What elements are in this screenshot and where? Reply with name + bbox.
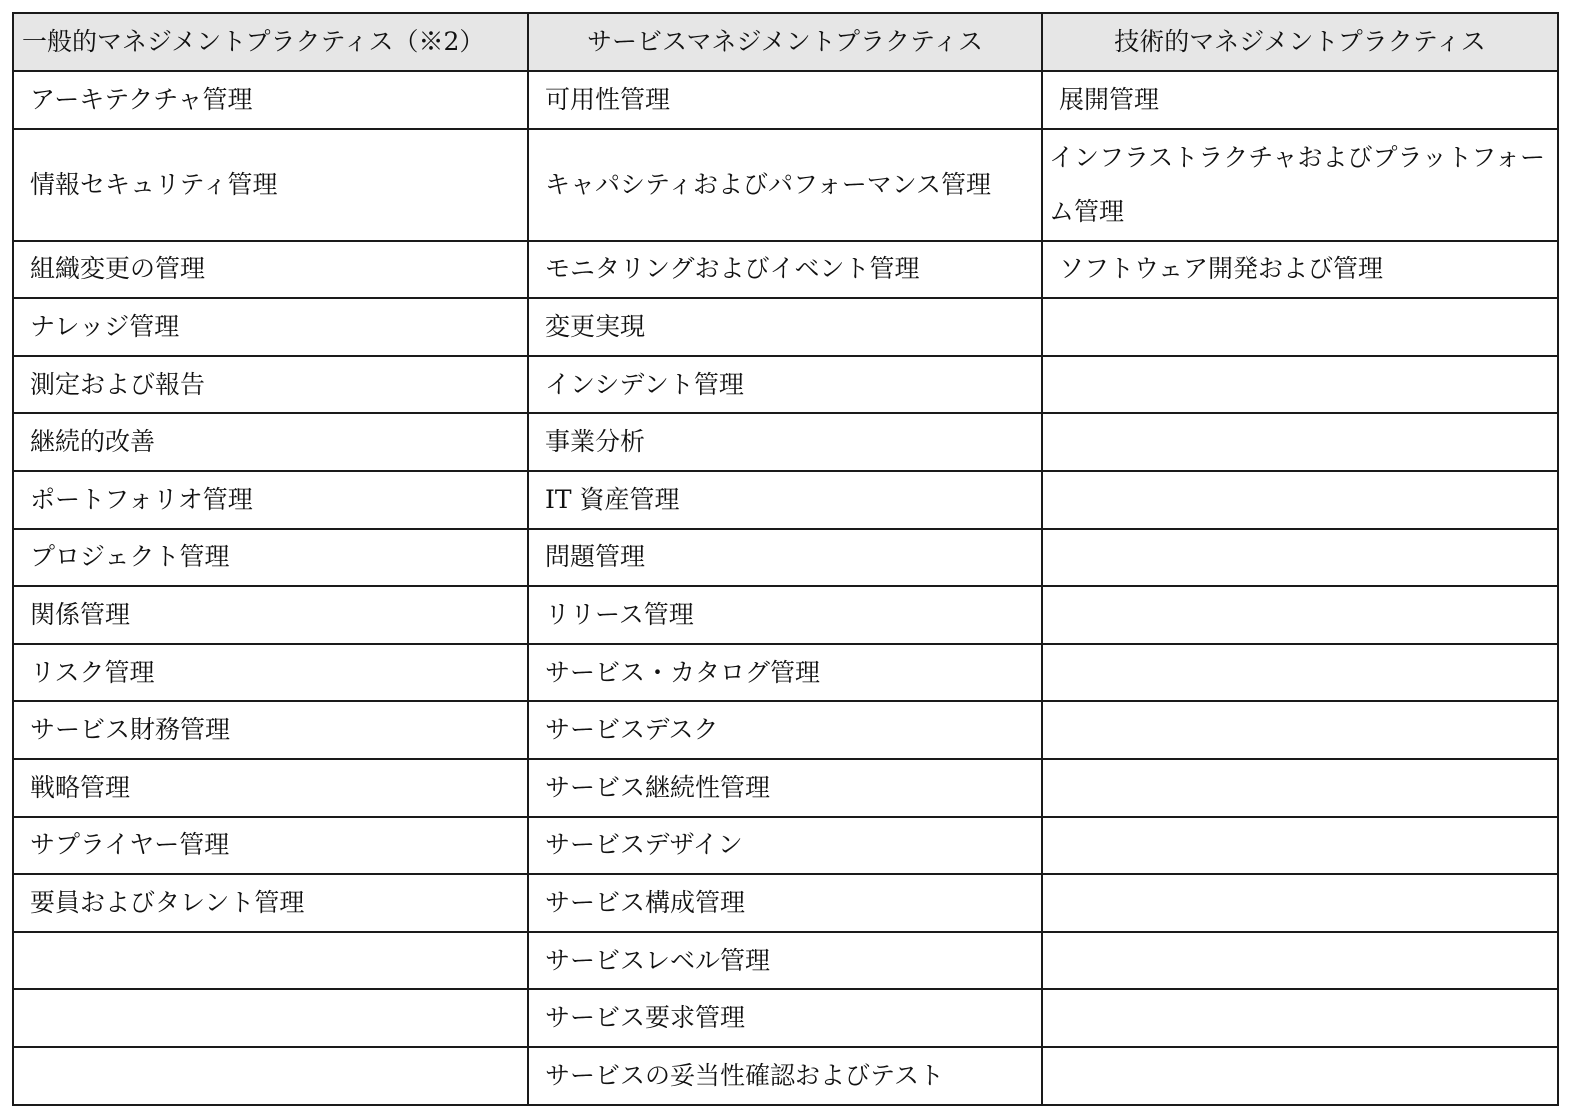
general-cell: 戦略管理 <box>13 759 528 817</box>
technical-cell <box>1042 644 1558 702</box>
table-row <box>13 1047 1558 1105</box>
general-cell <box>13 932 528 990</box>
table-row <box>13 701 1558 759</box>
general-cell: 組織変更の管理 <box>13 241 528 299</box>
general-cell: サービス財務管理 <box>13 701 528 759</box>
table-row <box>13 471 1558 529</box>
general-cell: リスク管理 <box>13 644 528 702</box>
technical-cell <box>1042 356 1558 414</box>
technical-cell <box>1042 817 1558 875</box>
service-cell: サービスレベル管理 <box>528 932 1042 990</box>
table-row <box>13 413 1558 471</box>
technical-cell <box>1042 701 1558 759</box>
technical-cell <box>1042 586 1558 644</box>
service-cell: サービス要求管理 <box>528 989 1042 1047</box>
service-cell: 可用性管理 <box>528 71 1042 129</box>
service-cell: サービスの妥当性確認およびテスト <box>528 1047 1042 1105</box>
technical-cell <box>1042 298 1558 356</box>
technical-cell <box>1042 874 1558 932</box>
table-row <box>13 298 1558 356</box>
general-cell <box>13 1047 528 1105</box>
header-technical-practices: 技術的マネジメントプラクティス <box>1042 13 1558 71</box>
service-cell: サービス継続性管理 <box>528 759 1042 817</box>
table-row <box>13 529 1558 587</box>
general-cell: 継続的改善 <box>13 413 528 471</box>
practices-table-wrapper <box>12 12 1557 1106</box>
table-row <box>13 129 1558 241</box>
service-cell: モニタリングおよびイベント管理 <box>528 241 1042 299</box>
service-cell: 問題管理 <box>528 529 1042 587</box>
technical-cell <box>1042 529 1558 587</box>
technical-cell <box>1042 932 1558 990</box>
table-row <box>13 644 1558 702</box>
general-cell: ポートフォリオ管理 <box>13 471 528 529</box>
table-row <box>13 932 1558 990</box>
table-row <box>13 874 1558 932</box>
general-cell: アーキテクチャ管理 <box>13 71 528 129</box>
service-cell: サービスデザイン <box>528 817 1042 875</box>
practices-table <box>12 12 1559 1106</box>
general-cell: プロジェクト管理 <box>13 529 528 587</box>
technical-cell: 展開管理 <box>1042 71 1558 129</box>
technical-cell <box>1042 989 1558 1047</box>
general-cell: 情報セキュリティ管理 <box>13 129 528 241</box>
service-cell: 事業分析 <box>528 413 1042 471</box>
service-cell: インシデント管理 <box>528 356 1042 414</box>
technical-cell <box>1042 759 1558 817</box>
technical-cell: インフラストラクチャおよびプラットフォーム管理 <box>1042 129 1558 241</box>
table-row <box>13 356 1558 414</box>
service-cell: 変更実現 <box>528 298 1042 356</box>
general-cell: サプライヤー管理 <box>13 817 528 875</box>
table-row <box>13 759 1558 817</box>
service-cell: サービス構成管理 <box>528 874 1042 932</box>
table-row <box>13 817 1558 875</box>
service-cell: IT 資産管理 <box>528 471 1042 529</box>
table-row <box>13 71 1558 129</box>
general-cell: ナレッジ管理 <box>13 298 528 356</box>
technical-cell: ソフトウェア開発および管理 <box>1042 241 1558 299</box>
general-cell: 測定および報告 <box>13 356 528 414</box>
general-cell: 関係管理 <box>13 586 528 644</box>
table-row <box>13 989 1558 1047</box>
technical-cell <box>1042 1047 1558 1105</box>
service-cell: サービス・カタログ管理 <box>528 644 1042 702</box>
table-row <box>13 586 1558 644</box>
technical-cell <box>1042 471 1558 529</box>
technical-cell <box>1042 413 1558 471</box>
general-cell <box>13 989 528 1047</box>
header-service-practices: サービスマネジメントプラクティス <box>528 13 1042 71</box>
header-general-practices: 一般的マネジメントプラクティス（※2） <box>13 13 528 71</box>
service-cell: キャパシティおよびパフォーマンス管理 <box>528 129 1042 241</box>
table-row <box>13 241 1558 299</box>
table-header-row <box>13 13 1558 71</box>
service-cell: サービスデスク <box>528 701 1042 759</box>
service-cell: リリース管理 <box>528 586 1042 644</box>
general-cell: 要員およびタレント管理 <box>13 874 528 932</box>
